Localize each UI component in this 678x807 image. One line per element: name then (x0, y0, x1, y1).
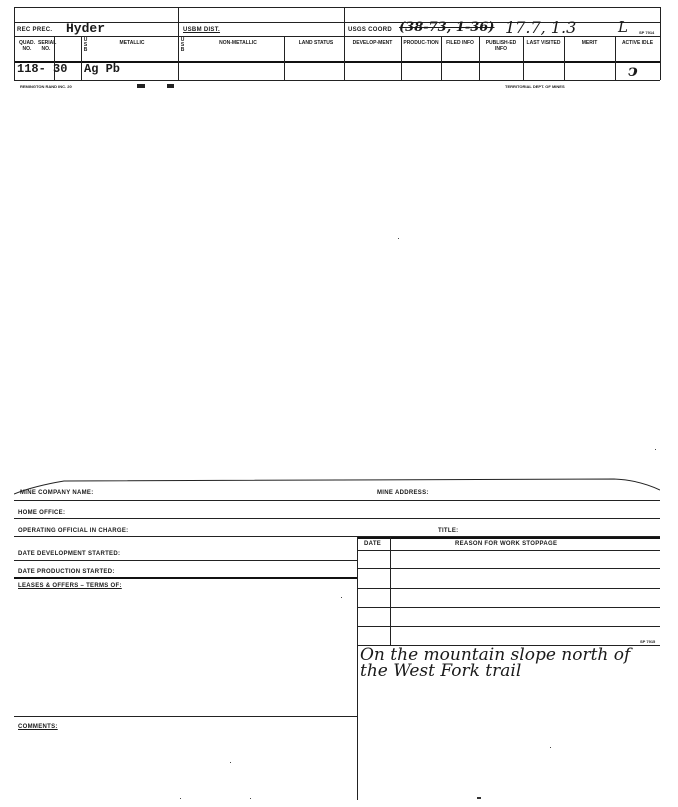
col-quad-no: QUAD. NO. (18, 40, 36, 52)
col-published-info: PUBLISH-ED INFO (485, 40, 517, 52)
line-comments (14, 716, 357, 717)
line-stoppage-header (357, 537, 660, 539)
top-border (14, 7, 660, 8)
speck (477, 797, 481, 799)
line-stoppage-row-0 (357, 550, 660, 551)
col-line-metallic (81, 36, 82, 80)
col-line-visited (523, 36, 524, 80)
rec-prec-label: REC PREC. (17, 27, 53, 33)
bottom-border (14, 80, 660, 81)
speck (550, 747, 551, 748)
home-office-label: HOME OFFICE: (18, 510, 66, 516)
col-line-published (479, 36, 480, 80)
line-home-office (14, 518, 660, 519)
date-col-divider (390, 537, 391, 645)
quad-serial-value: 118- 30 (17, 62, 68, 76)
col-land-status: LAND STATUS (298, 40, 334, 46)
form-number-top: SP 7914 (639, 30, 655, 35)
active-idle-mark: ↄ (628, 61, 638, 80)
ink-mark-2 (167, 84, 174, 88)
divider-vertical (357, 537, 358, 800)
printer-imprint: REMINGTON RAND INC. 20 (20, 84, 72, 89)
col-line-nonmetallic (178, 7, 179, 80)
date-col-header: DATE (364, 541, 382, 547)
col-metallic: METALLIC (119, 40, 145, 46)
comments-label: COMMENTS: (18, 724, 58, 730)
col-filed-info: FILED INFO (446, 40, 474, 46)
ink-mark-1 (137, 84, 145, 88)
date-development-label: DATE DEVELOPMENT STARTED: (18, 551, 121, 557)
usbm-dist-label: USBM DIST. (183, 27, 221, 33)
line-stoppage-row-2 (357, 588, 660, 589)
territorial-dept: TERRITORIAL DEPT. OF MINES (505, 84, 565, 89)
col-development: DEVELOP-MENT (352, 40, 393, 46)
handwritten-note-line-2: the West Fork trail (360, 661, 522, 681)
line-date-dev (14, 560, 357, 561)
mine-address-label: MINE ADDRESS: (377, 490, 429, 496)
speck (655, 449, 656, 450)
col-line-active (615, 36, 616, 80)
mine-company-name-label: MINE COMPANY NAME: (20, 490, 94, 496)
form-number-bottom: SP 7915 (640, 639, 656, 644)
col-line-land (284, 36, 285, 80)
left-border (14, 7, 15, 80)
rec-prec-value: Hyder (66, 21, 106, 36)
col-active-idle: ACTIVE IDLE (621, 40, 654, 46)
reason-col-header: REASON FOR WORK STOPPAGE (455, 541, 558, 547)
leases-label: LEASES & OFFERS – TERMS OF: (18, 583, 122, 589)
line-date-prod (14, 577, 357, 579)
col-line-develop (344, 7, 345, 80)
col-line-production (401, 36, 402, 80)
col-usb-left: U S B (83, 37, 88, 53)
speck (250, 798, 251, 799)
line-company (14, 500, 660, 501)
metallic-value: Ag Pb (84, 62, 121, 76)
col-production: PRODUC-TION (403, 40, 439, 46)
usgs-coord-struck: (38-73, 1-36) (399, 20, 495, 35)
usgs-coord-value: 17.7, 1.3 (505, 18, 577, 37)
card-top-edge (14, 476, 660, 496)
right-border (660, 7, 661, 80)
line-stoppage-row-3 (357, 607, 660, 608)
operating-official-label: OPERATING OFFICIAL IN CHARGE: (18, 528, 129, 534)
handwritten-note-line-1: On the mountain slope north of (360, 645, 631, 665)
usgs-coord-label: USGS COORD (348, 27, 393, 33)
usgs-coord-letter: L (618, 18, 628, 36)
line-stoppage-row-4 (357, 626, 660, 627)
col-line-filed (441, 36, 442, 80)
title-label: TITLE: (438, 528, 459, 534)
col-merit: MERIT (581, 40, 598, 46)
speck (398, 238, 399, 239)
speck (341, 597, 342, 598)
col-line-merit (564, 36, 565, 80)
date-production-label: DATE PRODUCTION STARTED: (18, 569, 115, 575)
speck (230, 762, 231, 763)
col-non-metallic: NON-METALLIC (219, 40, 257, 46)
speck (180, 798, 181, 799)
col-last-visited: LAST VISITED (526, 40, 561, 46)
col-serial-no: SERIAL NO. (38, 40, 57, 52)
line-stoppage-row-1 (357, 568, 660, 569)
col-usb-right: U S B (180, 37, 185, 53)
